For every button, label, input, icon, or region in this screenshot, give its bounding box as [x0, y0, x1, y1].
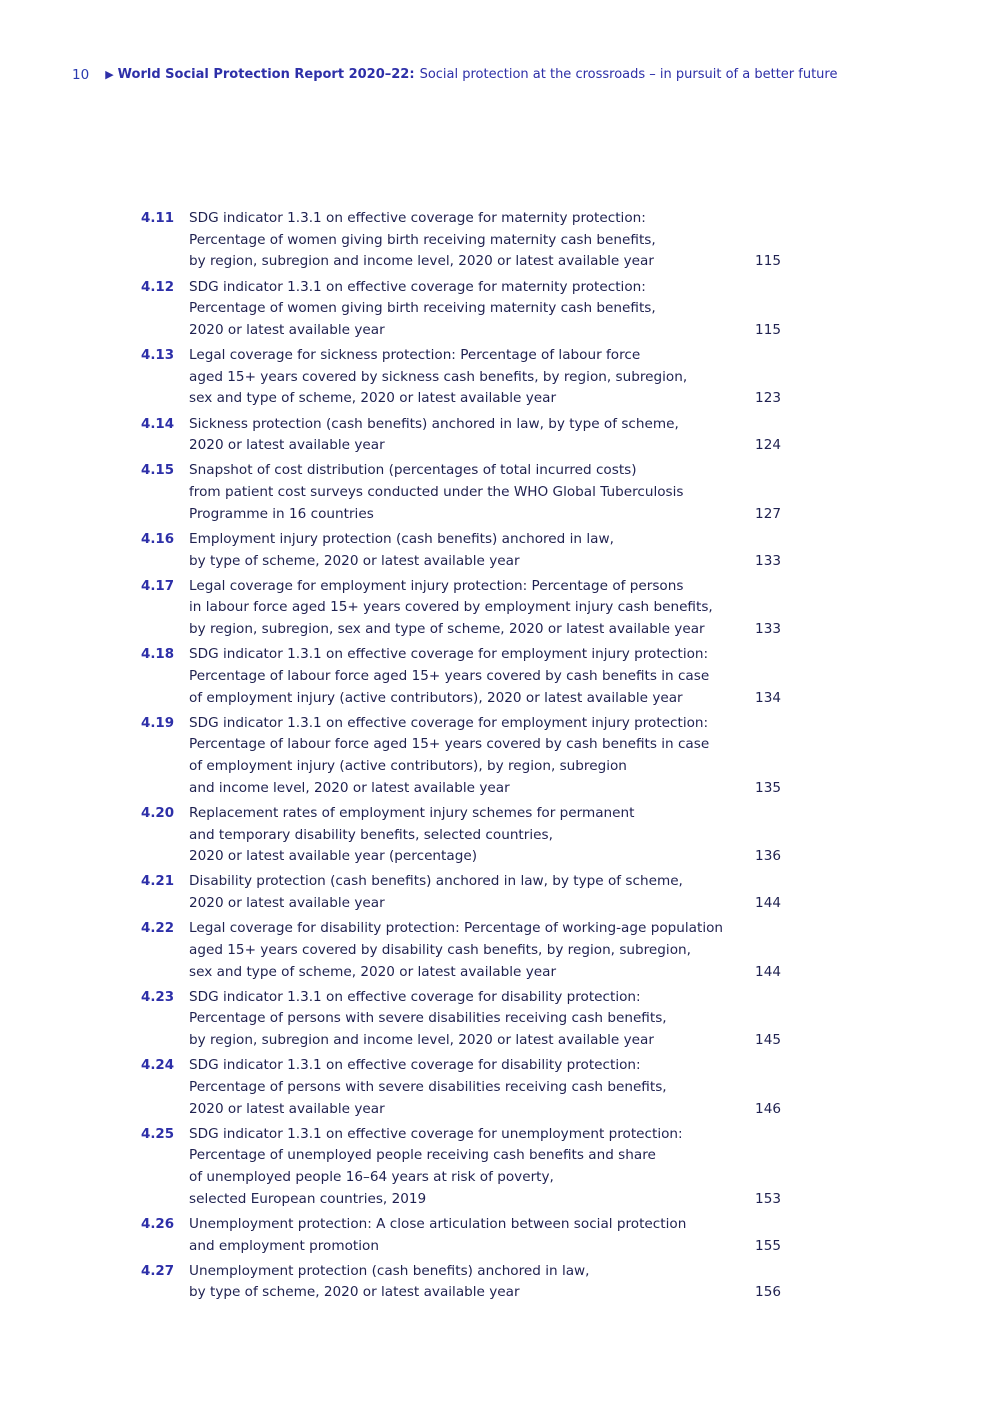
entry-title — [189, 1261, 749, 1304]
entry-page-number: 145 — [755, 1032, 781, 1048]
entry-title — [189, 277, 749, 342]
entry-number: 4.26 — [141, 1216, 175, 1232]
toc-entry[interactable] — [141, 918, 781, 983]
entry-title-line: Disability protection (cash benefits) anchored in law, by type of scheme, — [189, 873, 683, 890]
entry-title-line: SDG indicator 1.3.1 on effective coverage for maternity protection: — [189, 278, 646, 295]
toc-entry[interactable] — [141, 576, 781, 641]
entry-title-line: Employment injury protection (cash benefits) anchored in law, — [189, 530, 614, 547]
entry-title-line: SDG indicator 1.3.1 on effective coverage for unemployment protection: — [189, 1125, 683, 1142]
entry-title-line: 2020 or latest available year — [189, 437, 385, 454]
entry-title-line: in labour force aged 15+ years covered by employment injury cash benefits, — [189, 599, 713, 616]
entry-title — [189, 713, 749, 800]
entry-title-line: sex and type of scheme, 2020 or latest available year — [189, 390, 557, 407]
entry-title-line: Legal coverage for employment injury protection: Percentage of persons — [189, 577, 684, 594]
entry-page-number: 153 — [755, 1190, 781, 1207]
entry-title-line: and income level, 2020 or latest available year — [189, 779, 510, 796]
entry-title-line: Unemployment protection (cash benefits) anchored in law, — [189, 1262, 590, 1279]
entry-page-number: 135 — [755, 779, 781, 796]
entry-title — [189, 576, 749, 641]
entry-number: 4.15 — [141, 463, 175, 479]
entry-number: 4.21 — [141, 874, 175, 890]
entry-number: 4.22 — [141, 921, 175, 937]
entry-title-line: aged 15+ years covered by disability cash benefits, by region, subregion, — [189, 941, 691, 958]
entry-title-line: and temporary disability benefits, selected countries, — [189, 826, 553, 843]
entry-number: 4.23 — [141, 989, 175, 1005]
entry-title — [189, 1055, 749, 1120]
entry-title — [189, 644, 749, 709]
entry-page-number: 133 — [755, 552, 781, 569]
entry-title-line: Percentage of women giving birth receiving maternity cash benefits, — [189, 231, 656, 248]
toc-entry[interactable] — [141, 460, 781, 525]
entry-title-line: Programme in 16 countries — [189, 505, 374, 522]
entry-page-number: 144 — [755, 963, 781, 980]
entry-number: 4.27 — [141, 1263, 175, 1279]
entry-title — [189, 414, 749, 457]
list-of-figures — [141, 208, 781, 1307]
entry-title — [189, 803, 749, 868]
entry-number: 4.16 — [141, 531, 175, 547]
running-header — [72, 66, 837, 84]
entry-title-line: Percentage of labour force aged 15+ years covered by cash benefits in case — [189, 667, 710, 684]
entry-number: 4.19 — [141, 715, 175, 731]
entry-title-line: aged 15+ years covered by sickness cash benefits, by region, subregion, — [189, 368, 688, 385]
entry-title-line: Percentage of persons with severe disabilities receiving cash benefits, — [189, 1078, 667, 1095]
entry-title-line: 2020 or latest available year (percentage) — [189, 848, 477, 865]
entry-title-line: of employment injury (active contributors), 2020 or latest available year — [189, 689, 683, 706]
entry-page-number: 136 — [755, 848, 781, 865]
entry-title — [189, 1214, 749, 1257]
toc-entry[interactable] — [141, 345, 781, 410]
entry-title-line: Percentage of women giving birth receiving maternity cash benefits, — [189, 300, 656, 317]
entry-number: 4.25 — [141, 1126, 175, 1142]
entry-title-line: SDG indicator 1.3.1 on effective coverage for disability protection: — [189, 1057, 641, 1074]
toc-entry[interactable] — [141, 644, 781, 709]
entry-page-number: 133 — [755, 621, 781, 637]
entry-page-number: 115 — [755, 253, 781, 270]
entry-title — [189, 987, 749, 1052]
entry-number: 4.12 — [141, 279, 175, 295]
toc-entry[interactable] — [141, 713, 781, 800]
entry-title-line: SDG indicator 1.3.1 on effective coverage for maternity protection: — [189, 210, 646, 226]
entry-number: 4.17 — [141, 578, 175, 594]
entry-page-number: 123 — [755, 390, 781, 407]
entry-title-line: SDG indicator 1.3.1 on effective coverage for employment injury protection: — [189, 646, 709, 663]
toc-entry[interactable] — [141, 277, 781, 342]
entry-number: 4.14 — [141, 416, 175, 432]
entry-title-line: Replacement rates of employment injury schemes for permanent — [189, 804, 635, 821]
entry-title-line: 2020 or latest available year — [189, 1100, 385, 1117]
entry-page-number: 156 — [755, 1284, 781, 1301]
report-title: World Social Protection Report 2020–22: — [117, 67, 415, 82]
entry-title-line: Snapshot of cost distribution (percentages of total incurred costs) — [189, 462, 637, 479]
entry-title-line: of employment injury (active contributors), by region, subregion — [189, 758, 627, 774]
toc-entry[interactable] — [141, 1124, 781, 1211]
entry-title-line: Legal coverage for disability protection: Percentage of working-age population — [189, 920, 724, 937]
entry-page-number: 115 — [755, 321, 781, 338]
entry-title-line: Sickness protection (cash benefits) anchored in law, by type of scheme, — [189, 415, 679, 432]
entry-title — [189, 345, 749, 410]
entry-title — [189, 871, 749, 914]
entry-title-line: sex and type of scheme, 2020 or latest available year — [189, 963, 557, 980]
toc-entry[interactable] — [141, 208, 781, 273]
entry-title-line: Legal coverage for sickness protection: Percentage of labour force — [189, 347, 641, 363]
toc-entry[interactable] — [141, 871, 781, 914]
entry-number: 4.13 — [141, 348, 175, 363]
entry-title-line: by region, subregion and income level, 2020 or latest available year — [189, 253, 654, 270]
toc-entry[interactable] — [141, 529, 781, 572]
entry-title-line: selected European countries, 2019 — [189, 1190, 427, 1207]
toc-entry[interactable] — [141, 803, 781, 868]
entry-title-line: by type of scheme, 2020 or latest available year — [189, 552, 520, 569]
toc-entry[interactable] — [141, 1261, 781, 1304]
entry-title-line: 2020 or latest available year — [189, 321, 385, 338]
entry-title-line: Percentage of persons with severe disabilities receiving cash benefits, — [189, 1010, 667, 1027]
entry-title — [189, 208, 749, 273]
entry-title-line: by region, subregion, sex and type of scheme, 2020 or latest available year — [189, 621, 705, 637]
entry-number: 4.18 — [141, 647, 175, 663]
entry-title-line: 2020 or latest available year — [189, 895, 385, 911]
toc-entry[interactable] — [141, 987, 781, 1052]
entry-title-line: Percentage of unemployed people receiving cash benefits and share — [189, 1147, 656, 1164]
triangle-right-icon: ▶ — [105, 68, 114, 81]
entry-title-line: and employment promotion — [189, 1237, 379, 1254]
entry-page-number: 144 — [755, 895, 781, 911]
entry-title-line: SDG indicator 1.3.1 on effective coverage for employment injury protection: — [189, 714, 709, 731]
entry-title-line: by type of scheme, 2020 or latest available year — [189, 1284, 520, 1301]
entry-title-line: by region, subregion and income level, 2020 or latest available year — [189, 1032, 654, 1048]
entry-title-line: Unemployment protection: A close articulation between social protection — [189, 1215, 687, 1232]
entry-title — [189, 1124, 749, 1211]
entry-title — [189, 529, 749, 572]
toc-entry[interactable] — [141, 1214, 781, 1257]
entry-number: 4.24 — [141, 1058, 175, 1074]
entry-page-number: 146 — [755, 1100, 781, 1117]
entry-title-line: from patient cost surveys conducted under the WHO Global Tuberculosis — [189, 484, 684, 500]
entry-page-number: 127 — [755, 505, 781, 522]
toc-entry[interactable] — [141, 1055, 781, 1120]
toc-entry[interactable] — [141, 414, 781, 457]
entry-title — [189, 918, 749, 983]
report-subtitle: Social protection at the crossroads – in pursuit of a better future — [419, 67, 838, 82]
entry-page-number: 124 — [755, 437, 781, 454]
entry-title-line: Percentage of labour force aged 15+ years covered by cash benefits in case — [189, 736, 710, 753]
entry-page-number: 155 — [755, 1237, 781, 1254]
entry-title — [189, 460, 749, 525]
entry-title-line: of unemployed people 16–64 years at risk of poverty, — [189, 1169, 554, 1185]
entry-title-line: SDG indicator 1.3.1 on effective coverage for disability protection: — [189, 988, 641, 1005]
entry-page-number: 134 — [755, 689, 781, 706]
page-number: 10 — [72, 67, 90, 83]
entry-number: 4.11 — [141, 211, 175, 226]
entry-number: 4.20 — [141, 805, 175, 821]
